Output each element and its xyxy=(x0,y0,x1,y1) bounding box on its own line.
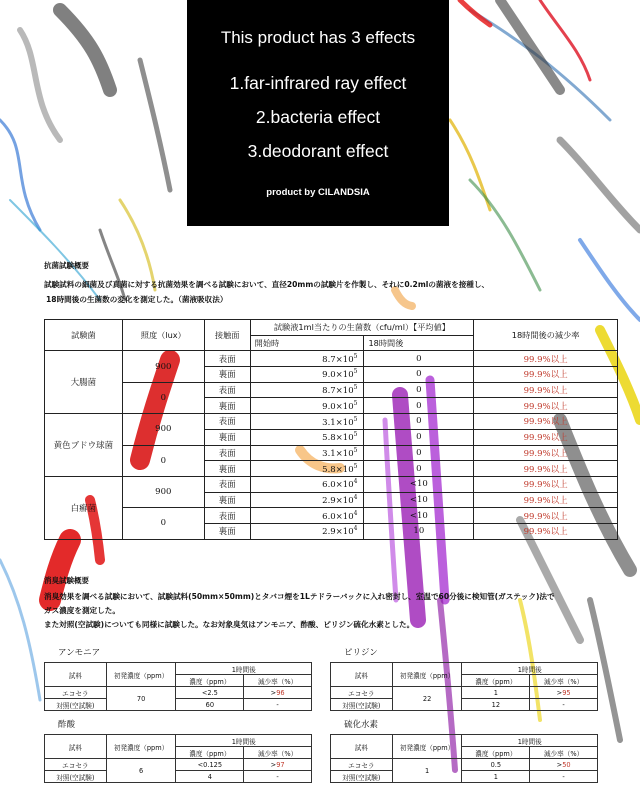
start-count-mantissa: 5.8×10 xyxy=(322,433,354,444)
gas-rate-prefix: > xyxy=(270,688,277,697)
gas-header-after1h: 1時間後 xyxy=(176,663,312,675)
gas-header-after1h: 1時間後 xyxy=(462,735,598,747)
surface-cell: 表面 xyxy=(204,476,250,492)
surface-cell: 表面 xyxy=(204,382,250,398)
gas-initial-cell: 1 xyxy=(392,759,462,783)
gas-sample-cell: 対照(空試験) xyxy=(331,771,393,783)
after-count-cell: 0 xyxy=(364,429,474,445)
table-row xyxy=(45,351,618,367)
after-count-cell: 10 xyxy=(364,523,474,539)
start-count-exponent: 4 xyxy=(353,509,358,517)
after-count-cell: 0 xyxy=(364,382,474,398)
start-count-mantissa: 9.0×10 xyxy=(322,370,354,381)
header-surface: 接触面 xyxy=(204,320,250,351)
start-count-exponent: 5 xyxy=(353,462,358,470)
reduction-cell: 99.9%以上 xyxy=(474,492,618,508)
gas-initial-cell: 70 xyxy=(106,687,176,711)
gas-header-sample: 試料 xyxy=(45,735,107,759)
gas-row xyxy=(331,771,598,783)
gas-header-rate: 減少率（%） xyxy=(530,675,598,687)
gas-rate-value: 97 xyxy=(276,760,285,769)
start-count-exponent: 5 xyxy=(353,446,358,454)
start-count-mantissa: 3.1×10 xyxy=(322,417,354,428)
gas-header-initial: 初発濃度（ppm） xyxy=(106,735,176,759)
start-count-cell xyxy=(250,382,364,398)
after-count-cell: <10 xyxy=(364,508,474,524)
header-count: 試験液1ml当たりの生菌数（cfu/ml）【平均値】 xyxy=(250,320,474,336)
gas-rate-value: 95 xyxy=(562,688,571,697)
gas-header-conc: 濃度（ppm） xyxy=(462,675,530,687)
hero-box xyxy=(187,0,449,226)
gas-row xyxy=(331,699,598,711)
gas-row xyxy=(331,687,598,699)
deodorant-description xyxy=(44,590,634,632)
start-count-exponent: 4 xyxy=(353,525,358,533)
start-count-mantissa: 5.8×10 xyxy=(322,464,354,475)
deodorant-line-3: また対照(空試験)についても同様に試験した。なお対象臭気はアンモニア、酢酸、ピリジン硫化水素とした。 xyxy=(44,620,415,629)
start-count-mantissa: 6.0×10 xyxy=(322,511,354,522)
gas-header-conc: 濃度（ppm） xyxy=(462,747,530,759)
lux-cell: 0 xyxy=(122,445,204,476)
reduction-cell: 99.9%以上 xyxy=(474,429,618,445)
gas-conc-cell: 1 xyxy=(462,687,530,699)
gas-table-title: 硫化水素 xyxy=(344,720,379,730)
start-count-mantissa: 2.9×10 xyxy=(322,495,354,506)
gas-conc-cell: <0.125 xyxy=(176,759,244,771)
gas-conc-cell: 60 xyxy=(176,699,244,711)
start-count-mantissa: 3.1×10 xyxy=(322,448,354,459)
gas-sample-cell: 対照(空試験) xyxy=(45,699,107,711)
table-header-row xyxy=(45,320,618,336)
start-count-cell xyxy=(250,367,364,383)
start-count-mantissa: 2.9×10 xyxy=(322,527,354,538)
gas-rate-prefix: > xyxy=(556,688,563,697)
lux-cell: 900 xyxy=(122,414,204,445)
gas-row xyxy=(45,759,312,771)
gas-conc-cell: 4 xyxy=(176,771,244,783)
lux-cell: 900 xyxy=(122,476,204,507)
gas-rate-cell xyxy=(244,759,312,771)
after-count-cell: <10 xyxy=(364,476,474,492)
organism-cell: 大腸菌 xyxy=(45,351,123,414)
start-count-cell xyxy=(250,476,364,492)
antibacterial-description xyxy=(44,277,624,307)
gas-sample-cell: エコセラ xyxy=(45,759,107,771)
gas-header-sample: 試料 xyxy=(331,663,393,687)
gas-rate-prefix: > xyxy=(556,760,563,769)
gas-header-initial: 初発濃度（ppm） xyxy=(106,663,176,687)
gas-row xyxy=(45,687,312,699)
gas-table-title: ピリジン xyxy=(344,648,378,658)
gas-table-ammonia xyxy=(44,646,314,711)
surface-cell: 表面 xyxy=(204,414,250,430)
gas-header-conc: 濃度（ppm） xyxy=(176,747,244,759)
gas-initial-cell: 22 xyxy=(392,687,462,711)
gas-header-rate: 減少率（%） xyxy=(244,675,312,687)
header-organism: 試験菌 xyxy=(45,320,123,351)
reduction-cell: 99.9%以上 xyxy=(474,523,618,539)
gas-header-row xyxy=(331,663,598,675)
start-count-exponent: 5 xyxy=(353,352,358,360)
gas-conc-cell: <2.5 xyxy=(176,687,244,699)
after-count-cell: 0 xyxy=(364,367,474,383)
table-row xyxy=(45,508,618,524)
reduction-cell: 99.9%以上 xyxy=(474,351,618,367)
gas-rate-cell xyxy=(530,759,598,771)
start-count-cell xyxy=(250,398,364,414)
gas-rate-value: 96 xyxy=(276,688,285,697)
surface-cell: 裏面 xyxy=(204,461,250,477)
header-reduction: 18時間後の減少率 xyxy=(474,320,618,351)
start-count-exponent: 5 xyxy=(353,368,358,376)
start-count-cell xyxy=(250,461,364,477)
gas-sample-cell: 対照(空試験) xyxy=(331,699,393,711)
antibacterial-heading: 抗菌試験概要 xyxy=(44,261,89,270)
table-row xyxy=(45,476,618,492)
gas-rate-value: 50 xyxy=(562,760,571,769)
start-count-mantissa: 8.7×10 xyxy=(322,386,354,396)
gas-sample-cell: エコセラ xyxy=(331,759,393,771)
gas-rate-cell: - xyxy=(244,771,312,783)
start-count-cell xyxy=(250,523,364,539)
gas-sample-cell: 対照(空試験) xyxy=(45,771,107,783)
reduction-cell: 99.9%以上 xyxy=(474,382,618,398)
reduction-cell: 99.9%以上 xyxy=(474,445,618,461)
gas-header-initial: 初発濃度（ppm） xyxy=(392,663,462,687)
surface-cell: 裏面 xyxy=(204,523,250,539)
gas-rate-cell: - xyxy=(530,771,598,783)
lux-cell: 900 xyxy=(122,351,204,382)
gas-conc-cell: 12 xyxy=(462,699,530,711)
start-count-exponent: 5 xyxy=(353,384,358,392)
surface-cell: 裏面 xyxy=(204,398,250,414)
antibacterial-line-2: 18時間後の生菌数の変化を測定した。（菌液吸収法） xyxy=(46,295,228,304)
start-count-cell xyxy=(250,508,364,524)
start-count-exponent: 5 xyxy=(353,399,358,407)
start-count-cell xyxy=(250,414,364,430)
start-count-cell xyxy=(250,445,364,461)
after-count-cell: 0 xyxy=(364,461,474,477)
start-count-exponent: 5 xyxy=(353,415,358,423)
reduction-cell: 99.9%以上 xyxy=(474,508,618,524)
start-count-cell xyxy=(250,492,364,508)
deodorant-heading: 消臭試験概要 xyxy=(44,576,89,585)
surface-cell: 表面 xyxy=(204,508,250,524)
gas-rate-cell xyxy=(530,687,598,699)
organism-cell: 白癬菌 xyxy=(45,476,123,539)
header-lux: 照度（lux） xyxy=(122,320,204,351)
gas-row xyxy=(331,759,598,771)
lux-cell: 0 xyxy=(122,508,204,539)
hero-title: This product has 3 effects xyxy=(220,28,416,47)
hero-byline: product by CILANDSIA xyxy=(266,187,370,198)
surface-cell: 裏面 xyxy=(204,367,250,383)
effect-1: 1.far-infrared ray effect xyxy=(229,73,407,93)
header-start: 開始時 xyxy=(250,335,364,351)
table-row xyxy=(45,382,618,398)
reduction-cell: 99.9%以上 xyxy=(474,461,618,477)
gas-header-row xyxy=(45,735,312,747)
gas-rate-cell xyxy=(244,687,312,699)
gas-header-row xyxy=(331,735,598,747)
effect-2: 2.bacteria effect xyxy=(255,107,381,127)
effect-3: 3.deodorant effect xyxy=(247,141,389,161)
start-count-cell xyxy=(250,351,364,367)
after-count-cell: 0 xyxy=(364,351,474,367)
gas-header-after1h: 1時間後 xyxy=(176,735,312,747)
gas-header-rate: 減少率（%） xyxy=(244,747,312,759)
gas-table-pyridine xyxy=(330,646,600,711)
start-count-cell xyxy=(250,429,364,445)
antibacterial-line-1: 試験試料の細菌及び真菌に対する抗菌効果を調べる試験において、直径20mmの試験片を作製し、それに0.2mlの菌液を接種し、 xyxy=(44,280,490,289)
surface-cell: 裏面 xyxy=(204,492,250,508)
gas-initial-cell: 6 xyxy=(106,759,176,783)
gas-header-after1h: 1時間後 xyxy=(462,663,598,675)
lux-cell: 0 xyxy=(122,382,204,413)
reduction-cell: 99.9%以上 xyxy=(474,476,618,492)
start-count-exponent: 4 xyxy=(353,478,358,486)
gas-header-sample: 試料 xyxy=(331,735,393,759)
reduction-cell: 99.9%以上 xyxy=(474,414,618,430)
organism-cell: 黄色ブドウ球菌 xyxy=(45,414,123,477)
start-count-exponent: 4 xyxy=(353,493,358,501)
gas-header-initial: 初発濃度（ppm） xyxy=(392,735,462,759)
gas-row xyxy=(45,699,312,711)
gas-table-acetic-acid xyxy=(44,718,314,783)
reduction-cell: 99.9%以上 xyxy=(474,367,618,383)
surface-cell: 表面 xyxy=(204,445,250,461)
after-count-cell: 0 xyxy=(364,398,474,414)
start-count-mantissa: 6.0×10 xyxy=(322,480,354,491)
after-count-cell: 0 xyxy=(364,414,474,430)
after-count-cell: <10 xyxy=(364,492,474,508)
gas-rate-cell: - xyxy=(530,699,598,711)
deodorant-line-2: ガス濃度を測定した。 xyxy=(44,606,120,615)
table-row xyxy=(45,445,618,461)
surface-cell: 表面 xyxy=(204,351,250,367)
gas-conc-cell: 0.5 xyxy=(462,759,530,771)
gas-row xyxy=(45,771,312,783)
gas-rate-prefix: > xyxy=(270,760,277,769)
start-count-mantissa: 8.7×10 xyxy=(322,354,354,365)
gas-header-row xyxy=(45,663,312,675)
start-count-mantissa: 9.0×10 xyxy=(322,401,354,412)
gas-header-sample: 試料 xyxy=(45,663,107,687)
gas-header-conc: 濃度（ppm） xyxy=(176,675,244,687)
gas-sample-cell: エコセラ xyxy=(45,687,107,699)
gas-sample-cell: エコセラ xyxy=(331,687,393,699)
start-count-exponent: 5 xyxy=(353,431,358,439)
after-count-cell: 0 xyxy=(364,445,474,461)
deodorant-line-1: 消臭効果を調べる試験において、試験試料(50mm×50mm)とタバコ煙を1Lテドラーバックに入れ密封し、室温で60分後に検知管(ガステック)法で xyxy=(44,592,555,601)
antibacterial-table xyxy=(44,319,618,540)
reduction-cell: 99.9%以上 xyxy=(474,398,618,414)
header-after: 18時間後 xyxy=(364,335,474,351)
gas-conc-cell: 1 xyxy=(462,771,530,783)
gas-rate-cell: - xyxy=(244,699,312,711)
gas-table-hydrogen-sulfide xyxy=(330,718,600,783)
gas-table-title: アンモニア xyxy=(58,648,101,658)
gas-header-rate: 減少率（%） xyxy=(530,747,598,759)
table-row xyxy=(45,414,618,430)
surface-cell: 裏面 xyxy=(204,429,250,445)
gas-table-title: 酢酸 xyxy=(58,720,76,730)
